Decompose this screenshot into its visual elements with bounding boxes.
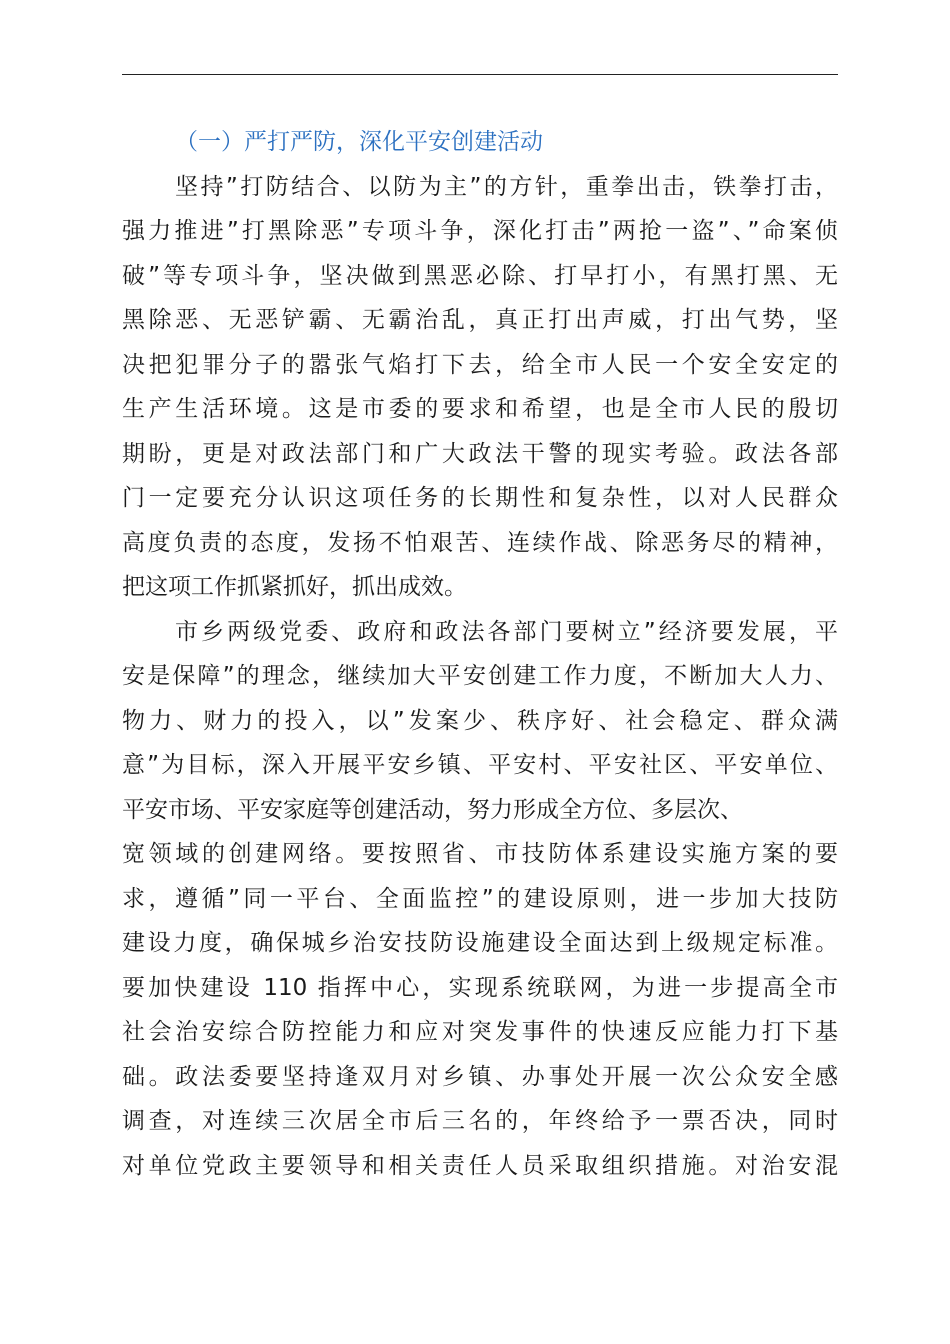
paragraph-line: 物力、财力的投入，以”发案少、秩序好、社会稳定、群众满 <box>122 708 838 734</box>
paragraph-line: 坚持”打防结合、以防为主”的方针，重拳出击，铁拳打击， <box>175 174 838 200</box>
paragraph-line: 安是保障”的理念，继续加大平安创建工作力度，不断加大人力、 <box>122 663 838 689</box>
paragraph-line: 调查，对连续三次居全市后三名的，年终给予一票否决，同时 <box>122 1108 838 1134</box>
paragraph-line: 生产生活环境。这是市委的要求和希望，也是全市人民的殷切 <box>122 396 838 422</box>
paragraph-line: 求，遵循”同一平台、全面监控”的建设原则，进一步加大技防 <box>122 886 838 912</box>
paragraph-line: 市乡两级党委、政府和政法各部门要树立”经济要发展，平 <box>175 619 838 645</box>
paragraph-line: 社会治安综合防控能力和应对突发事件的快速反应能力打下基 <box>122 1019 838 1045</box>
paragraph-line: 要加快建设 110 指挥中心，实现系统联网，为进一步提高全市 <box>122 975 838 1001</box>
paragraph-line: 期盼，更是对政法部门和广大政法干警的现实考验。政法各部 <box>122 441 838 467</box>
paragraph-line: 意”为目标，深入开展平安乡镇、平安村、平安社区、平安单位、 <box>122 752 838 778</box>
paragraph-line: 门一定要充分认识这项任务的长期性和复杂性，以对人民群众 <box>122 485 838 511</box>
paragraph-line: 平安市场、平安家庭等创建活动，努力形成全方位、多层次、 <box>122 797 743 823</box>
paragraph-line: 宽领域的创建网络。要按照省、市技防体系建设实施方案的要 <box>122 841 838 867</box>
top-rule <box>122 74 838 75</box>
paragraph-line: 高度负责的态度，发扬不怕艰苦、连续作战、除恶务尽的精神， <box>122 530 838 556</box>
paragraph-line: 黑除恶、无恶铲霸、无霸治乱，真正打出声威，打出气势，坚 <box>122 307 838 333</box>
paragraph-line: 破”等专项斗争，坚决做到黑恶必除、打早打小，有黑打黑、无 <box>122 263 838 289</box>
paragraph-line: 建设力度，确保城乡治安技防设施建设全面达到上级规定标准。 <box>122 930 838 956</box>
section-heading: （一）严打严防，深化平安创建活动 <box>175 129 543 155</box>
paragraph-line: 强力推进”打黑除恶”专项斗争，深化打击”两抢一盗”、”命案侦 <box>122 218 838 244</box>
paragraph-line: 对单位党政主要领导和相关责任人员采取组织措施。对治安混 <box>122 1153 838 1179</box>
paragraph-line: 把这项工作抓紧抓好，抓出成效。 <box>122 574 467 600</box>
paragraph-line: 础。政法委要坚持逢双月对乡镇、办事处开展一次公众安全感 <box>122 1064 838 1090</box>
paragraph-line: 决把犯罪分子的嚣张气焰打下去，给全市人民一个安全安定的 <box>122 352 838 378</box>
